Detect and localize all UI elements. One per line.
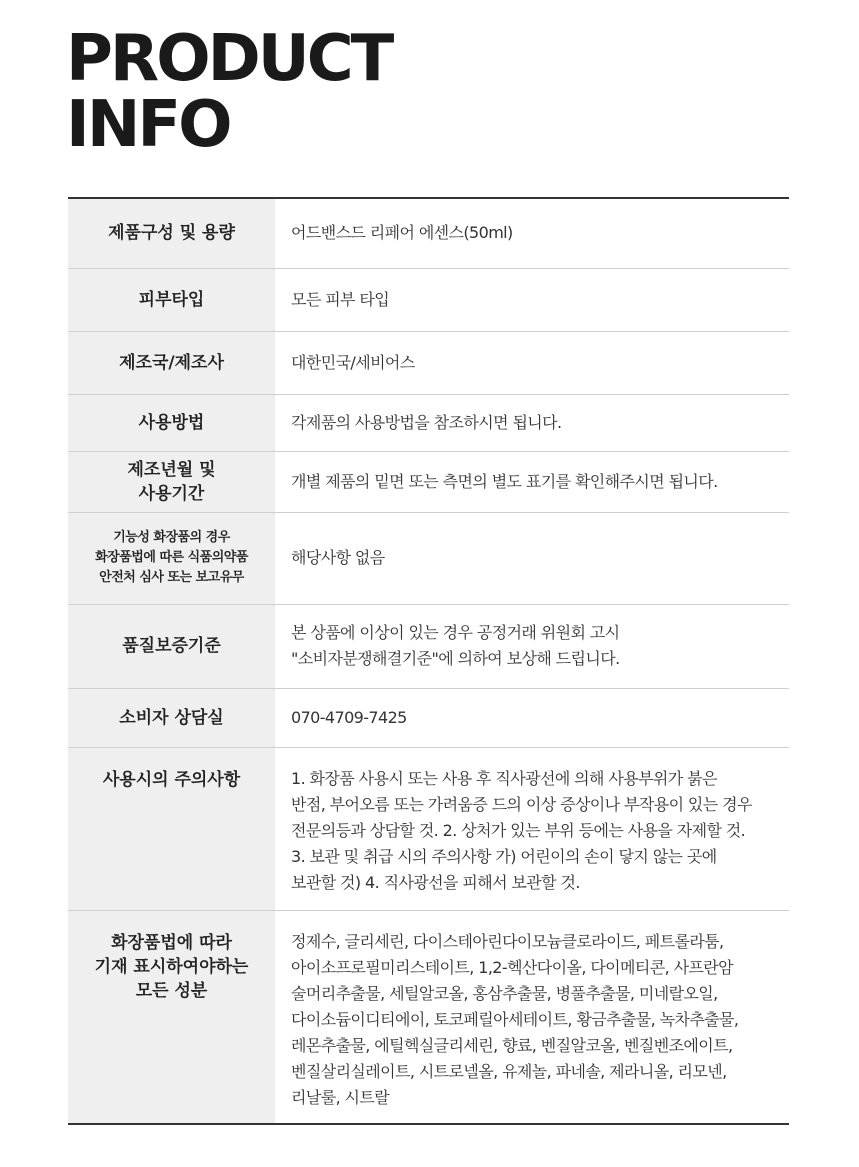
row-value: 어드밴스드 리페어 에센스(50ml) (291, 223, 513, 243)
row-value: 본 상품에 이상이 있는 경우 공정거래 위원회 고시 "소비자분쟁해결기준"에 의하여 보상해 드립니다. (275, 604, 789, 688)
table-row (68, 688, 789, 747)
row-value: 대한민국/세비어스 (275, 331, 789, 394)
row-key: 사용시의 주의사항 (68, 747, 275, 910)
row-key: 피부타입 (68, 268, 275, 331)
table-row (68, 331, 789, 394)
row-key: 소비자 상담실 (68, 688, 275, 747)
row-value: 각제품의 사용방법을 참조하시면 됩니다. (275, 394, 789, 451)
row-value: 정제수, 글리세린, 다이스테아린다이모늄클로라이드, 페트롤라툼, 아이소프로필미리스테이트, 1,2-헥산다이올, 다이메티콘, 사프란암 술머리추출물, 세틸알코올, 홍삼추출물, 병풀추출물, 미네랄오일, 다이소듐이디티에이, 토코페릴아세테이트, 황금추출물, 녹차추출물, 레몬추출물, 에틸헥실글리세린, 향료, 벤질알코올, 벤질벤조에이트, 벤질살리실레이트, 시트로넬올, 유제놀, 파네솔, 제라니올, 리모넨, 리날룰, 시트랄 (275, 910, 789, 1124)
row-key: 품질보증기준 (68, 604, 275, 688)
page-title (66, 22, 392, 162)
row-key: 화장품법에 따라 기재 표시하여야하는 모든 성분 (68, 910, 275, 1124)
table-row (68, 747, 789, 910)
table-row (68, 268, 789, 331)
title-line-1: PRODUCT (66, 22, 392, 96)
table-row (68, 198, 789, 268)
row-value: 해당사항 없음 (275, 512, 789, 604)
row-value: 모든 피부 타입 (275, 268, 789, 331)
row-value: 개별 제품의 밑면 또는 측면의 별도 표기를 확인해주시면 됩니다. (275, 451, 789, 512)
title-line-2: INFO (66, 88, 230, 162)
table-row (68, 394, 789, 451)
table-row (68, 910, 789, 1124)
row-value: 1. 화장품 사용시 또는 사용 후 직사광선에 의해 사용부위가 붉은 반점, 부어오름 또는 가려움증 드의 이상 증상이나 부작용이 있는 경우 전문의등과 상담할 것. 2. 상처가 있는 부위 등에는 사용을 자제할 것. 3. 보관 및 취급 시의 주의사항 가) 어린이의 손이 닿지 않는 곳에 보관할 것) 4. 직사광선을 피해서 보관할 것. (275, 747, 789, 910)
row-key: 제조년월 및 사용기간 (68, 451, 275, 512)
row-value: 070-4709-7425 (275, 688, 789, 747)
row-key: 제조국/제조사 (68, 331, 275, 394)
row-key: 사용방법 (68, 394, 275, 451)
product-info-table (68, 197, 789, 1125)
table-row (68, 451, 789, 512)
table-row (68, 512, 789, 604)
row-key: 제품구성 및 용량 (68, 198, 275, 268)
row-key: 기능성 화장품의 경우 화장품법에 따른 식품의약품 안전처 심사 또는 보고유무 (68, 512, 275, 604)
table-row (68, 604, 789, 688)
